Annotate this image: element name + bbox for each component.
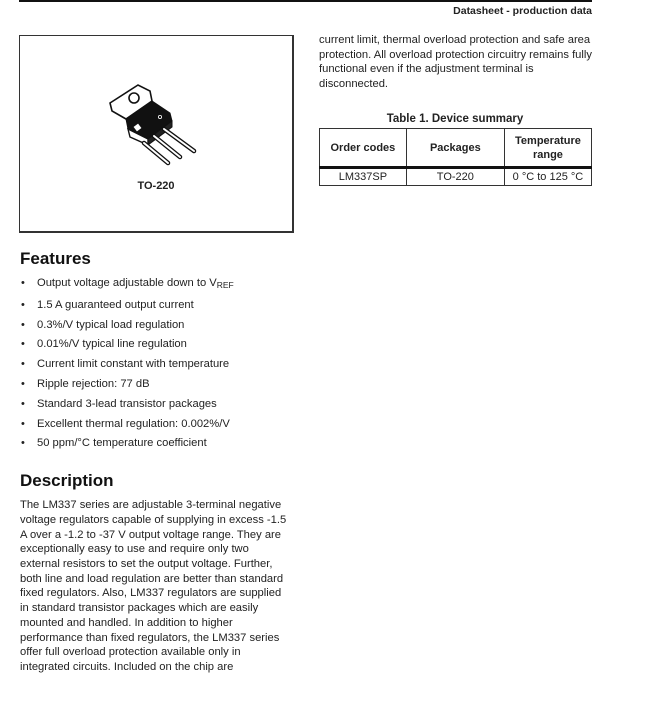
- list-item: • 0.01%/V typical line regulation: [20, 335, 295, 355]
- list-item: • Excellent thermal regulation: 0.002%/V: [20, 415, 295, 435]
- bullet-icon: •: [21, 417, 25, 430]
- features-heading: Features: [20, 249, 91, 268]
- description-paragraph: The LM337 series are adjustable 3-terminal negative voltage regulators capable of supplying in excess -1.5 A over a -1.2 to -37 V output voltage range. They are exceptionally easy to use and require only two external resistors to set the output voltage. Further, both line and load regulation are better than standard fixed regulators. Also, LM337 regulators are supplied in standard transistor packages which are easily mounted and handled. In addition to higher performance than fixed regulators, the LM337 series offer full overload protection available only in integrated circuits. Included on the chip are: [20, 499, 287, 673]
- table-title: Table 1. Device summary: [386, 113, 524, 125]
- to220-package-icon: [108, 81, 208, 166]
- list-item: • Ripple rejection: 77 dB: [20, 375, 295, 395]
- list-item: • Output voltage adjustable down to $V_{REF}$: [20, 274, 295, 296]
- table-header-row: [320, 129, 592, 168]
- bullet-icon: •: [21, 397, 25, 410]
- list-item: • 50 ppm/°C temperature coefficient: [20, 434, 295, 454]
- bullet-icon: •: [21, 377, 25, 390]
- bullet-icon: •: [21, 277, 25, 289]
- column-header: Temperature range: [504, 129, 591, 168]
- package-figure: [19, 35, 294, 233]
- bullet-icon: •: [21, 318, 25, 331]
- device-summary-table: [319, 128, 592, 186]
- list-item: • 0.3%/V typical load regulation: [20, 316, 295, 336]
- order-code-cell: LM337SP: [320, 168, 407, 186]
- right-column: [319, 33, 599, 92]
- bullet-icon: •: [21, 437, 25, 450]
- description-continuation: current limit, thermal overload protection and safe area protection. All overload protection circuitry remains fully functional even if the adjustment terminal is disconnected.: [319, 34, 592, 91]
- bullet-icon: •: [21, 358, 25, 371]
- left-column: [20, 248, 295, 675]
- column-header: Packages: [406, 129, 504, 168]
- table-row: [320, 168, 592, 186]
- bullet-icon: •: [21, 338, 25, 351]
- column-header: Order codes: [320, 129, 407, 168]
- features-list: [20, 274, 295, 454]
- header-rule: [19, 0, 592, 2]
- list-item: • 1.5 A guaranteed output current: [20, 296, 295, 316]
- list-item: • Standard 3-lead transistor packages: [20, 395, 295, 415]
- document-type-label: Datasheet - production data: [453, 5, 592, 17]
- list-item: • Current limit constant with temperature: [20, 355, 295, 375]
- figure-caption: TO-220: [137, 180, 175, 192]
- temperature-range-cell: 0 °C to 125 °C: [504, 168, 591, 186]
- package-cell: TO-220: [406, 168, 504, 186]
- bullet-icon: •: [21, 298, 25, 311]
- description-heading: Description: [20, 471, 114, 491]
